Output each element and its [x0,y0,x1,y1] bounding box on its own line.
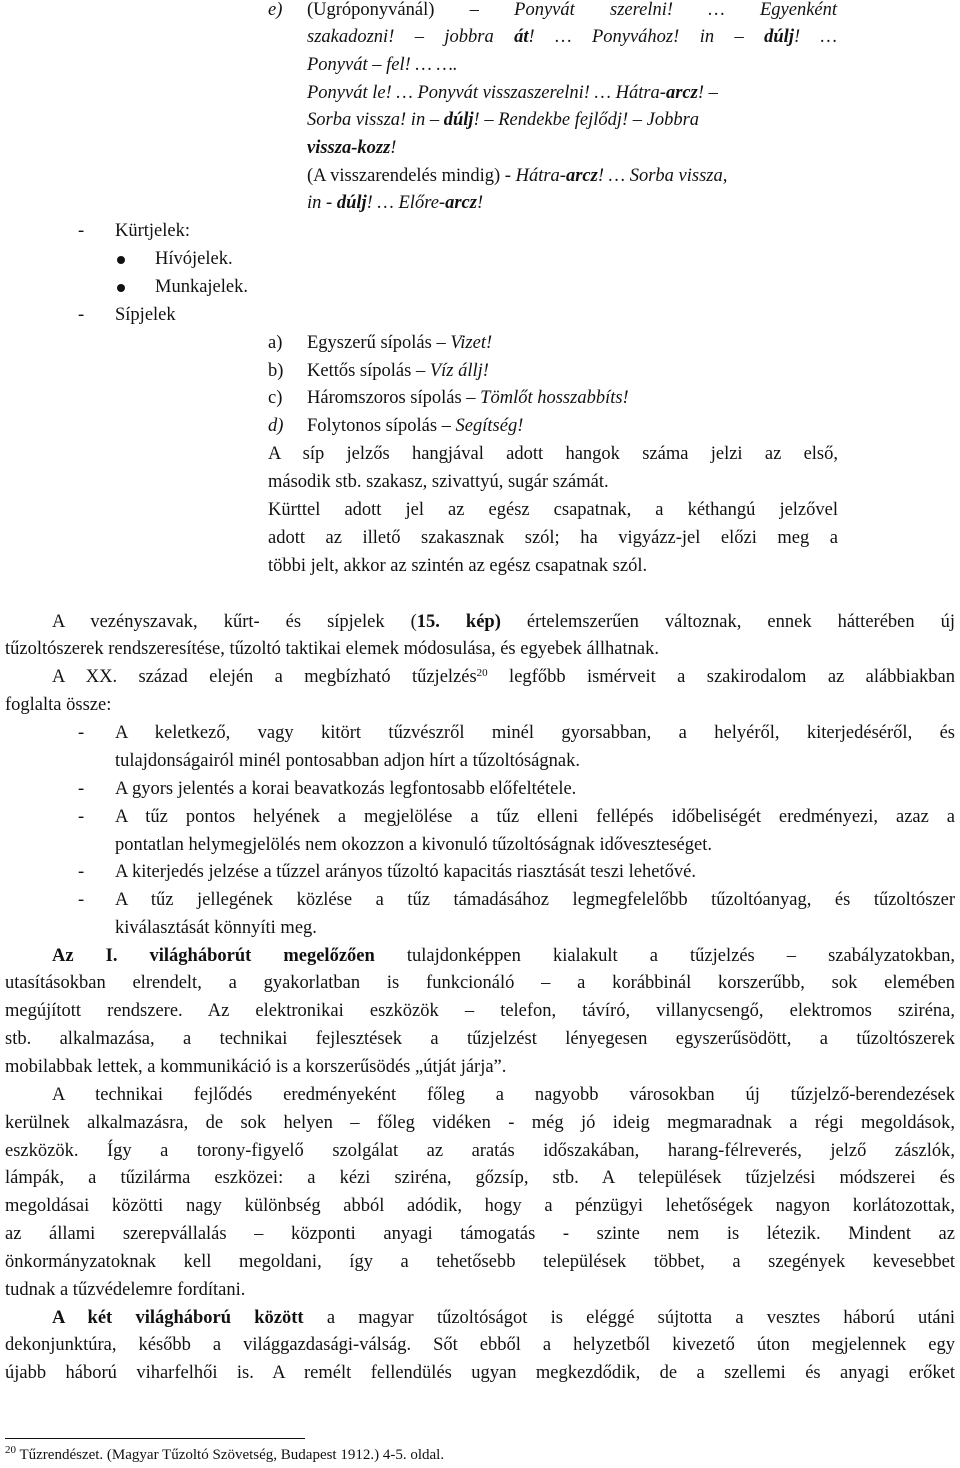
list-marker: d) [268,416,284,436]
paragraph-line: dekonjunktúra, később a világgazdasági-válság. Sőt ebből a helyzetből kivezető úton megjelennek egy [5,1335,955,1355]
command-line: in - dúlj! … Előre-arcz! [307,193,484,213]
paragraph-line: megújított rendszere. Az elektronikai eszközök – telefon, távíró, villanycsengő, elektromos sziréna, [5,1001,955,1021]
paragraph-line: lámpák, a tűzilárma eszközei: a kézi sziréna, gőzsíp, stb. A települések tűzjelzési módszerei és [5,1168,955,1188]
paragraph-line: A síp jelzős hangjával adott hangok száma jelzi az első, [268,444,838,464]
paragraph-line: stb. alkalmazása, a technikai fejlesztések a tűzjelzést lényegesen egyszerűsödött, a tűzoltószerek [5,1029,955,1049]
list-dash: - [78,723,85,743]
paragraph-line: A két világháború között a magyar tűzoltóságot is eléggé sújtotta a vesztes háború utáni [52,1308,955,1328]
command-line: vissza-kozz! [307,138,397,158]
list-dash: - [78,305,85,325]
footnote-number: 20 [5,1444,16,1456]
command-line: (Ugróponyvánál) – Ponyvát szerelni! … Egyenként [307,0,838,20]
paragraph-line: Kürttel adott jel az egész csapatnak, a kéthangú jelzővel [268,500,838,520]
bullet-icon [117,256,125,264]
section-label-kurtjelek: Kürtjelek: [115,221,191,241]
paragraph-line: második stb. szakasz, szivattyú, sugár számát. [268,472,609,492]
paragraph-line: utasításokban elrendelt, a gyakorlatban is funkcionáló – a korábbinál korszerűbb, sok elemében [5,973,955,993]
list-item: A tűz jellegének közlése a tűz támadásához legmegfelelőbb tűzoltóanyag, és tűzoltószer [115,890,955,910]
list-item: Hívójelek. [155,249,233,269]
paragraph-line: többi jelt, akkor az szintén az egész csapatnak szól. [268,556,648,576]
paragraph-line: mobilabbak lettek, a kommunikáció is a korszerűsödés „útját járja”. [5,1057,507,1077]
paragraph-line: önkormányzatoknak kell megoldani, így a tehetősebb települések többet, a szegények kevesebbet [5,1252,955,1272]
paragraph-line: kerülnek alkalmazásra, de sok helyen – főleg vidéken - még jó ideig megmaradnak a régi megoldások, [5,1113,955,1133]
paragraph-line: adott az illető szakasznak szól; ha vigyázz-jel előzi meg a [268,528,838,548]
command-line: Ponyvát le! … Ponyvát visszaszerelni! … Hátra-arcz! – [307,83,718,103]
list-marker: c) [268,388,283,408]
bullet-icon [117,284,125,292]
list-dash: - [78,862,85,882]
list-item: Háromszoros sípolás – Tömlőt hosszabbíts! [307,388,629,408]
command-line: Sorba vissza! in – dúlj! – Rendekbe fejlődj! – Jobbra [307,110,700,130]
list-item: A tűz pontos helyének a megjelölése a tűz elleni fellépés időbeliségét eredményezi, azaz a [115,807,955,827]
list-item: A kiterjedés jelzése a tűzzel arányos tűzoltó kapacitás riasztását teszi lehetővé. [115,862,696,882]
list-dash: - [78,221,85,241]
paragraph-line: A vezényszavak, kűrt- és sípjelek (15. kép) értelemszerűen változnak, ennek hátterében új [52,612,956,632]
command-line: szakadozni! – jobbra át! … Ponyvához! in – dúlj! … [307,27,837,47]
paragraph-line: újabb háború viharfelhői is. A remélt fellendülés ugyan megkezdődik, de a szellemi és anyagi erőket [5,1363,955,1383]
list-dash: - [78,890,85,910]
list-marker: a) [268,333,283,353]
section-label-sipjelek: Sípjelek [115,305,176,325]
paragraph-line: eszközök. Így a torony-figyelő szolgálat az aratás időszakában, harang-félreverés, jelző zászlók, [5,1141,955,1161]
list-item: tulajdonságairól minél pontosabban adjon hírt a tűzoltóságnak. [115,751,580,771]
paragraph-line: tudnak a tűzvédelemre fordítani. [5,1280,246,1300]
command-line: Ponyvát – fel! … …. [307,55,458,75]
list-item: Egyszerű sípolás – Vizet! [307,333,493,353]
list-item: Folytonos sípolás – Segítség! [307,416,524,436]
paragraph-line: A technikai fejlődés eredményeként főleg a nagyobb városokban új tűzjelző-berendezések [52,1085,955,1105]
paragraph-line: tűzoltószerek rendszeresítése, tűzoltó taktikai elemek módosulása, és egyebek állhatnak. [5,639,659,659]
list-dash: - [78,807,85,827]
list-item: pontatlan helymegjelölés nem okozzon a kivonuló tűzoltóságnak időveszteséget. [115,835,712,855]
list-item: Munkajelek. [155,277,248,297]
list-item: kiválasztását könnyíti meg. [115,918,317,938]
footnote [5,1446,444,1464]
list-item: Kettős sípolás – Víz állj! [307,361,489,381]
paragraph-line: A XX. század elején a megbízható tűzjelzés$^{20}$ legfőbb ismérveit a szakirodalom az alábbiakban [52,667,955,687]
list-marker: b) [268,361,284,381]
paragraph-line: az állami szerepvállalás – központi anyagi támogatás - szinte nem is létezik. Mindent az [5,1224,955,1244]
list-item: A keletkező, vagy kitört tűzvészről minél gyorsabban, a helyéről, kiterjedéséről, és [115,723,955,743]
list-marker: e) [268,0,283,20]
footnote-divider [5,1438,305,1439]
footnote-text: Tűzrendészet. (Magyar Tűzoltó Szövetség, Budapest 1912.) 4-5. oldal. [16,1447,445,1463]
list-dash: - [78,779,85,799]
list-item: A gyors jelentés a korai beavatkozás legfontosabb előfeltétele. [115,779,577,799]
footnote-ref[interactable]: 20 [476,667,488,679]
paragraph-line: Az I. világháborút megelőzően tulajdonképpen kialakult a tűzjelzés – szabályzatokban, [52,946,955,966]
paragraph-line: foglalta össze: [5,695,112,715]
command-line: (A visszarendelés mindig) - Hátra-arcz! … Sorba vissza, [307,166,728,186]
paragraph-line: megoldásai közötti nagy különbség abból adódik, hogy a pénzügyi lehetőségek nagyon korlátozottak, [5,1196,955,1216]
